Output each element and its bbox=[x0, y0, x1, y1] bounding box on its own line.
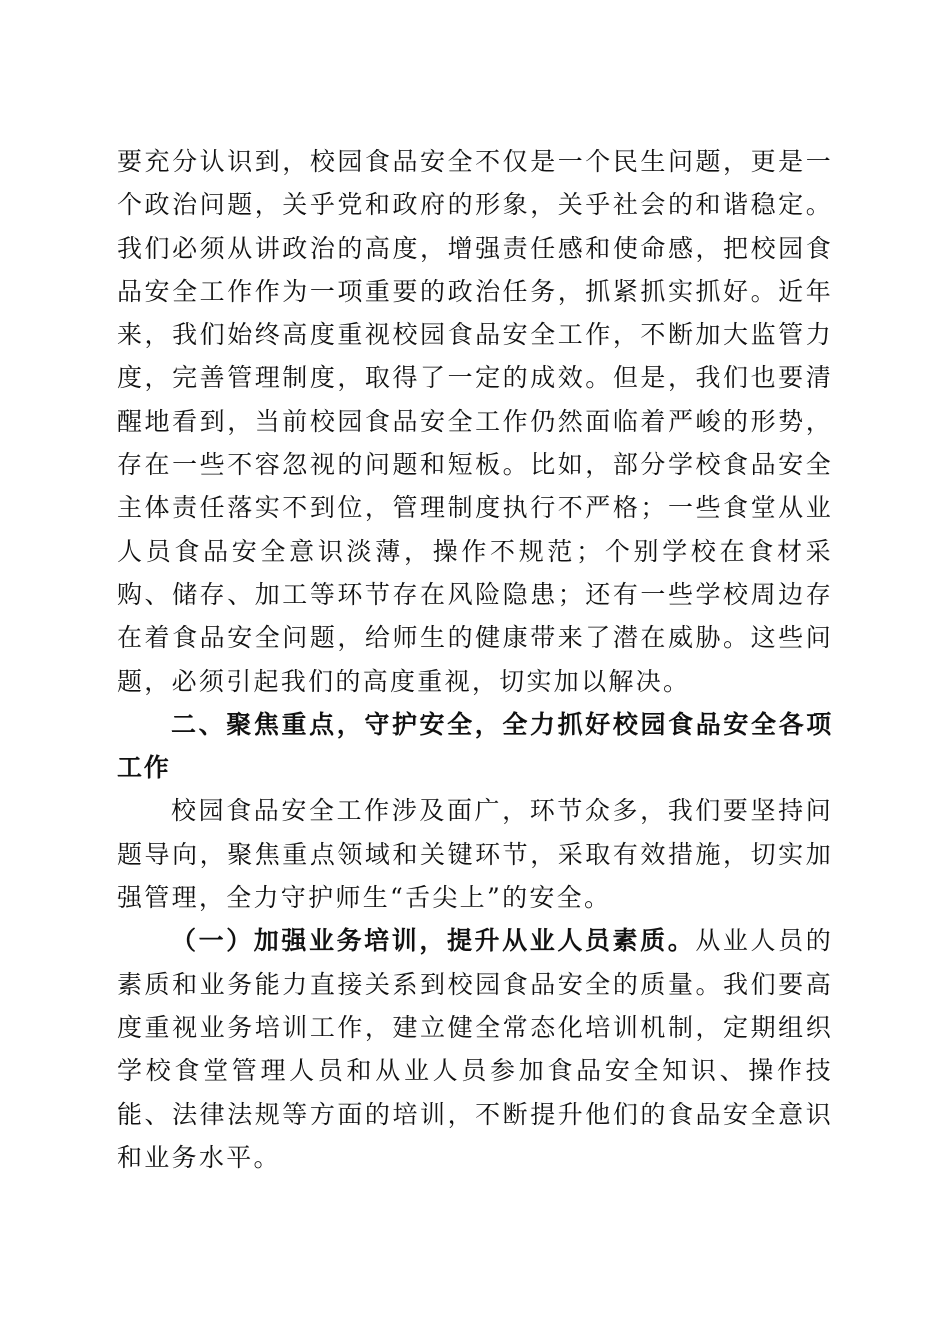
subsection-lead: （一）加强业务培训，提升从业人员素质。 bbox=[171, 926, 696, 956]
section-heading: 二、聚焦重点，守护安全，全力抓好校园食品安全各项工作 bbox=[117, 709, 833, 783]
subsection-paragraph bbox=[117, 919, 833, 1179]
subsection-body: 从业人员的素质和业务能力直接关系到校园食品安全的质量。我们要高度重视业务培训工作，建立健全常态化培训机制，定期组织学校食堂管理人员和从业人员参加食品安全知识、操作技能、法律法规等方面的培训，不断提升他们的食品安全意识和业务水平。 bbox=[117, 926, 833, 1172]
body-paragraph: 校园食品安全工作涉及面广，环节众多，我们要坚持问题导向，聚焦重点领域和关键环节，采取有效措施，切实加强管理，全力守护师生“舌尖上”的安全。 bbox=[117, 796, 833, 913]
document-page bbox=[117, 140, 833, 1179]
body-paragraph: 要充分认识到，校园食品安全不仅是一个民生问题，更是一个政治问题，关乎党和政府的形象，关乎社会的和谐稳定。我们必须从讲政治的高度，增强责任感和使命感，把校园食品安全工作作为一项重要的政治任务，抓紧抓实抓好。近年来，我们始终高度重视校园食品安全工作，不断加大监管力度，完善管理制度，取得了一定的成效。但是，我们也要清醒地看到，当前校园食品安全工作仍然面临着严峻的形势，存在一些不容忽视的问题和短板。比如，部分学校食品安全主体责任落实不到位，管理制度执行不严格；一些食堂从业人员食品安全意识淡薄，操作不规范；个别学校在食材采购、储存、加工等环节存在风险隐患；还有一些学校周边存在着食品安全问题，给师生的健康带来了潜在威胁。这些问题，必须引起我们的高度重视，切实加以解决。 bbox=[117, 147, 833, 696]
